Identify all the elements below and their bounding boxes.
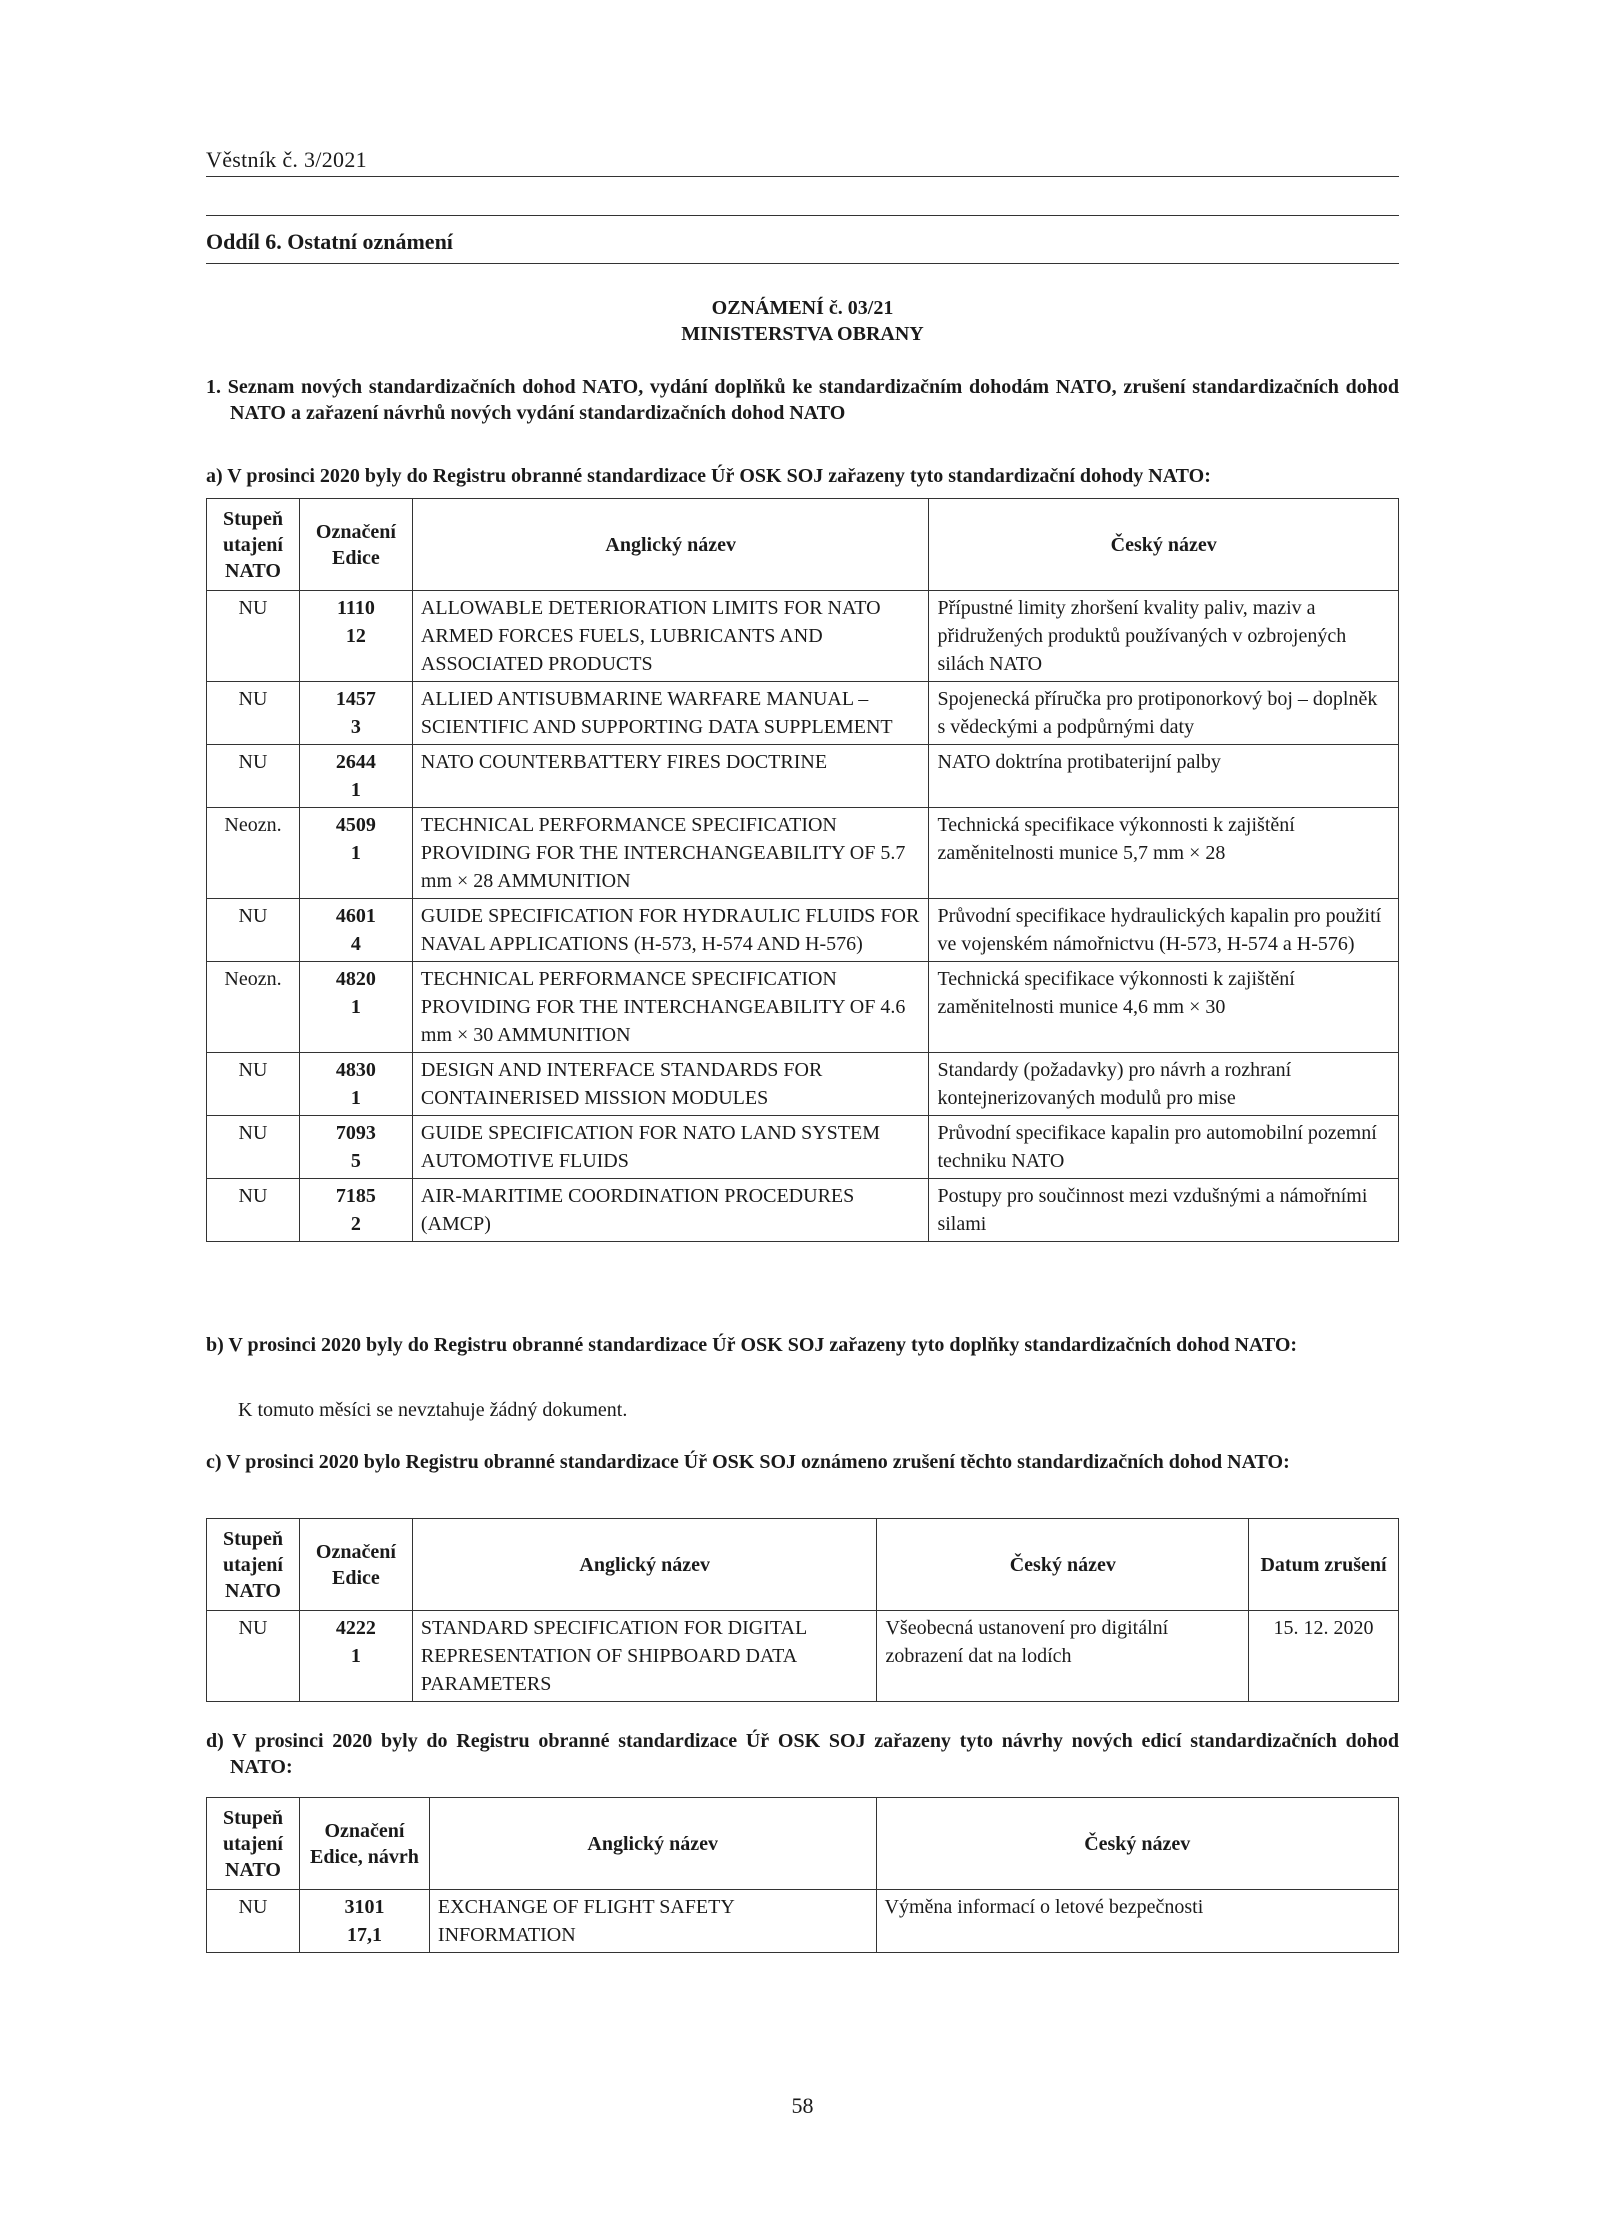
part-b-heading-text: b) V prosinci 2020 byly do Registru obranné standardizace Úř OSK SOJ zařazeny tyto doplňky standardizačních dohod NATO: bbox=[206, 1334, 1298, 1356]
table-row bbox=[207, 1611, 1399, 1702]
level-cell: NU bbox=[207, 899, 300, 962]
col-header-level: Stupeň utajení NATO bbox=[207, 499, 300, 591]
page-number: 58 bbox=[791, 2093, 814, 2118]
level-cell: NU bbox=[207, 682, 300, 745]
part-b-note: K tomuto měsíci se nevztahuje žádný dokument. bbox=[238, 1399, 628, 1421]
level-cell: Neozn. bbox=[207, 808, 300, 899]
stanag-number: 4222 bbox=[335, 1617, 376, 1639]
czech-title-cell: Spojenecká příručka pro protiponorkový boj – doplněk s vědeckými a podpůrnými daty bbox=[929, 682, 1399, 745]
table-c bbox=[206, 1518, 1399, 1702]
table-row bbox=[207, 591, 1399, 682]
col-header-english: Anglický název bbox=[412, 1519, 877, 1611]
table-row bbox=[207, 745, 1399, 808]
english-title-cell: NATO COUNTERBATTERY FIRES DOCTRINE bbox=[412, 745, 929, 808]
czech-title-cell: Standardy (požadavky) pro návrh a rozhraní kontejnerizovaných modulů pro mise bbox=[929, 1053, 1399, 1116]
table-row bbox=[207, 899, 1399, 962]
designation-cell bbox=[299, 1053, 412, 1116]
notice-number: OZNÁMENÍ č. 03/21 bbox=[711, 297, 894, 319]
col-header-czech: Český název bbox=[877, 1519, 1249, 1611]
table-row bbox=[207, 1179, 1399, 1242]
col-header-code: Označení Edice, návrh bbox=[299, 1798, 429, 1890]
edition-number: 17,1 bbox=[346, 1924, 382, 1946]
intro-paragraph bbox=[206, 374, 1399, 426]
english-title-cell: ALLOWABLE DETERIORATION LIMITS FOR NATO ARMED FORCES FUELS, LUBRICANTS AND ASSOCIATED PRODUCTS bbox=[412, 591, 929, 682]
czech-title-cell: NATO doktrína protibaterijní palby bbox=[929, 745, 1399, 808]
part-b-heading bbox=[206, 1332, 1399, 1358]
table-row bbox=[207, 962, 1399, 1053]
english-title-cell: TECHNICAL PERFORMANCE SPECIFICATION PROVIDING FOR THE INTERCHANGEABILITY OF 4.6 mm × 30 AMMUNITION bbox=[412, 962, 929, 1053]
stanag-number: 3101 bbox=[344, 1896, 385, 1918]
col-header-czech: Český název bbox=[929, 499, 1399, 591]
part-a-heading: a) V prosinci 2020 byly do Registru obranné standardizace Úř OSK SOJ zařazeny tyto standardizační dohody NATO: bbox=[206, 465, 1211, 487]
stanag-number: 1110 bbox=[337, 597, 375, 619]
designation-cell bbox=[299, 1890, 429, 1953]
table-c-body bbox=[207, 1611, 1399, 1702]
col-header-code: Označení Edice bbox=[299, 499, 412, 591]
english-title-cell: STANDARD SPECIFICATION FOR DIGITAL REPRESENTATION OF SHIPBOARD DATA PARAMETERS bbox=[412, 1611, 877, 1702]
english-title-cell: EXCHANGE OF FLIGHT SAFETY INFORMATION bbox=[429, 1890, 876, 1953]
edition-number: 3 bbox=[350, 716, 361, 738]
table-a bbox=[206, 498, 1399, 1242]
stanag-number: 4601 bbox=[335, 905, 376, 927]
stanag-number: 1457 bbox=[335, 688, 376, 710]
col-header-level: Stupeň utajení NATO bbox=[207, 1519, 300, 1611]
english-title-cell: TECHNICAL PERFORMANCE SPECIFICATION PROVIDING FOR THE INTERCHANGEABILITY OF 5.7 mm × 28 AMMUNITION bbox=[412, 808, 929, 899]
czech-title-cell: Technická specifikace výkonnosti k zajištění zaměnitelnosti munice 5,7 mm × 28 bbox=[929, 808, 1399, 899]
cancellation-date-cell: 15. 12. 2020 bbox=[1249, 1611, 1399, 1702]
col-header-english: Anglický název bbox=[412, 499, 929, 591]
table-row bbox=[207, 808, 1399, 899]
table-d bbox=[206, 1797, 1399, 1953]
designation-cell bbox=[299, 591, 412, 682]
czech-title-cell: Technická specifikace výkonnosti k zajištění zaměnitelnosti munice 4,6 mm × 30 bbox=[929, 962, 1399, 1053]
stanag-number: 7093 bbox=[335, 1122, 376, 1144]
edition-number: 5 bbox=[350, 1150, 361, 1172]
edition-number: 12 bbox=[345, 625, 366, 647]
col-header-czech: Český název bbox=[876, 1798, 1398, 1890]
designation-cell bbox=[299, 808, 412, 899]
stanag-number: 4830 bbox=[335, 1059, 376, 1081]
part-c-heading bbox=[206, 1449, 1399, 1475]
section-bottom-rule bbox=[206, 263, 1399, 264]
table-d-body bbox=[207, 1890, 1399, 1953]
edition-number: 1 bbox=[350, 996, 361, 1018]
running-header: Věstník č. 3/2021 bbox=[206, 147, 367, 172]
english-title-cell: GUIDE SPECIFICATION FOR NATO LAND SYSTEM AUTOMOTIVE FLUIDS bbox=[412, 1116, 929, 1179]
col-header-date: Datum zrušení bbox=[1249, 1519, 1399, 1611]
stanag-number: 7185 bbox=[335, 1185, 376, 1207]
designation-cell bbox=[299, 1611, 412, 1702]
level-cell: NU bbox=[207, 1116, 300, 1179]
intro-text: 1. Seznam nových standardizačních dohod NATO, vydání doplňků ke standardizačním dohodám NATO, zrušení standardizačních dohod NATO a zařazení návrhů nových vydání standardizačních dohod NATO bbox=[206, 376, 1399, 424]
edition-number: 1 bbox=[350, 842, 361, 864]
designation-cell bbox=[299, 962, 412, 1053]
english-title-cell: AIR-MARITIME COORDINATION PROCEDURES (AMCP) bbox=[412, 1179, 929, 1242]
czech-title-cell: Výměna informací o letové bezpečnosti bbox=[876, 1890, 1398, 1953]
table-row bbox=[207, 1116, 1399, 1179]
level-cell: NU bbox=[207, 1890, 300, 1953]
english-title-cell: GUIDE SPECIFICATION FOR HYDRAULIC FLUIDS FOR NAVAL APPLICATIONS (H-573, H-574 AND H-576) bbox=[412, 899, 929, 962]
czech-title-cell: Postupy pro součinnost mezi vzdušnými a námořními silami bbox=[929, 1179, 1399, 1242]
edition-number: 1 bbox=[350, 1087, 361, 1109]
col-header-level: Stupeň utajení NATO bbox=[207, 1798, 300, 1890]
col-header-code: Označení Edice bbox=[299, 1519, 412, 1611]
czech-title-cell: Přípustné limity zhoršení kvality paliv, maziv a přidružených produktů používaných v ozbrojených silách NATO bbox=[929, 591, 1399, 682]
notice-ministry: MINISTERSTVA OBRANY bbox=[681, 323, 924, 345]
level-cell: Neozn. bbox=[207, 962, 300, 1053]
header-rule bbox=[206, 176, 1399, 177]
table-a-body bbox=[207, 591, 1399, 1242]
english-title-cell: ALLIED ANTISUBMARINE WARFARE MANUAL – SCIENTIFIC AND SUPPORTING DATA SUPPLEMENT bbox=[412, 682, 929, 745]
part-c-heading-text: c) V prosinci 2020 bylo Registru obranné standardizace Úř OSK SOJ oznámeno zrušení těchto standardizačních dohod NATO: bbox=[206, 1451, 1290, 1473]
czech-title-cell: Všeobecná ustanovení pro digitální zobrazení dat na lodích bbox=[877, 1611, 1249, 1702]
table-row bbox=[207, 1890, 1399, 1953]
level-cell: NU bbox=[207, 591, 300, 682]
designation-cell bbox=[299, 682, 412, 745]
stanag-number: 4509 bbox=[335, 814, 376, 836]
col-header-english: Anglický název bbox=[429, 1798, 876, 1890]
section-title: Oddíl 6. Ostatní oznámení bbox=[206, 229, 453, 254]
stanag-number: 2644 bbox=[335, 751, 376, 773]
table-row bbox=[207, 1053, 1399, 1116]
designation-cell bbox=[299, 899, 412, 962]
table-row bbox=[207, 682, 1399, 745]
edition-number: 1 bbox=[350, 1645, 361, 1667]
edition-number: 1 bbox=[350, 779, 361, 801]
czech-title-cell: Průvodní specifikace hydraulických kapalin pro použití ve vojenském námořnictvu (H-573, H-574 a H-576) bbox=[929, 899, 1399, 962]
english-title-cell: DESIGN AND INTERFACE STANDARDS FOR CONTAINERISED MISSION MODULES bbox=[412, 1053, 929, 1116]
designation-cell bbox=[299, 1179, 412, 1242]
level-cell: NU bbox=[207, 745, 300, 808]
part-d-heading bbox=[206, 1728, 1399, 1780]
level-cell: NU bbox=[207, 1611, 300, 1702]
edition-number: 2 bbox=[350, 1213, 361, 1235]
stanag-number: 4820 bbox=[335, 968, 376, 990]
level-cell: NU bbox=[207, 1179, 300, 1242]
czech-title-cell: Průvodní specifikace kapalin pro automobilní pozemní techniku NATO bbox=[929, 1116, 1399, 1179]
level-cell: NU bbox=[207, 1053, 300, 1116]
edition-number: 4 bbox=[350, 933, 361, 955]
designation-cell bbox=[299, 1116, 412, 1179]
designation-cell bbox=[299, 745, 412, 808]
part-d-heading-text: d) V prosinci 2020 byly do Registru obranné standardizace Úř OSK SOJ zařazeny tyto návrhy nových edicí standardizačních dohod NATO: bbox=[206, 1730, 1399, 1778]
section-top-rule bbox=[206, 215, 1399, 216]
